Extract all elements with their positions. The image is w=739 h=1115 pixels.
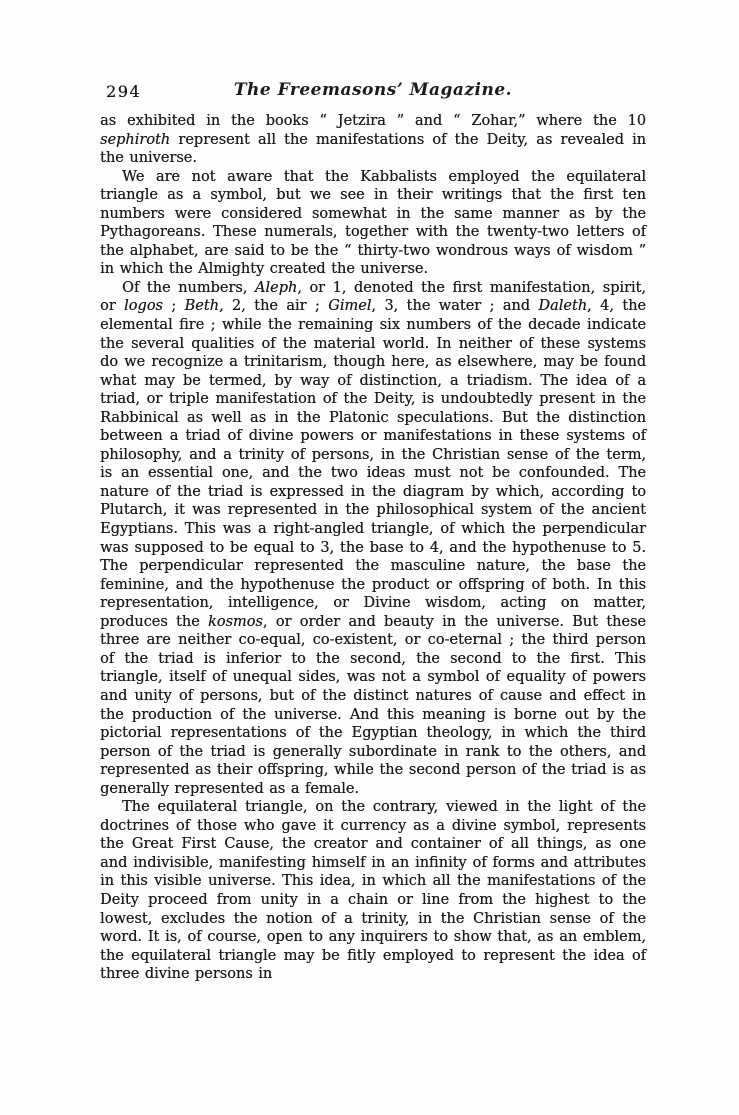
italic-text-segment: Beth — [184, 298, 219, 315]
text-segment: , 2, the air ; — [218, 298, 329, 315]
italic-text-segment: Gimel — [328, 298, 372, 315]
italic-text-segment: kosmos — [207, 613, 263, 630]
journal-title: The Freemasons’ Magazine. — [233, 80, 513, 100]
text-segment: , or order and beauty in the universe. But these three are neither co-equal, co-existent, or co-eternal ; the third person of the triad is inferior to the second, the second to the first. This triangle, itself of unequal sides, was not a symbol of equality of powers and unity of persons, but of the distinct natures of cause and effect in the production of the universe. And this meaning is borne out by the pictorial representations of the Egyptian theology, in which the third person of the triad is generally subordinate in rank to the others, and represented as their offspring, while the second person of the triad is as generally represented as a female. — [100, 613, 646, 797]
paragraph — [100, 168, 646, 279]
page-header — [100, 80, 646, 106]
italic-text-segment: Daleth — [538, 298, 588, 315]
text-segment: as exhibited in the books “ Jetzira ” and “ Zohar,” where the 10 — [100, 113, 646, 129]
paragraph — [100, 112, 646, 168]
text-segment: , or 1, denoted the first manifestation, spirit, or — [100, 279, 646, 315]
text-segment: We are not aware that the Kabbalists employed the equilateral triangle as a symbol, but we see in their writings that the first ten numbers were considered somewhat in the same manner as by the Pythagoreans. These numerals, together with the twenty-two letters of the alphabet, are said to be the “ thirty-two wondrous ways of wisdom ” in which the Almighty created the universe. — [100, 168, 646, 278]
text-segment: The equilateral triangle, on the contrary, viewed in the light of the doctrines of those who gave it currency as a divine symbol, represents the Great First Cause, the creator and container of all things, as one and indivisible, manifesting himself in an infinity of forms and attributes in this visible universe. This idea, in which all the manifestations of the Deity proceed from unity in a chain or line from the highest to the lowest, excludes the notion of a trinity, in the Christian sense of the word. It is, of course, open to any inquirers to show that, as an emblem, the equilateral triangle may be fitly employed to represent the idea of three divine persons in — [100, 799, 646, 983]
text-segment: , 4, the elemental fire ; while the remaining six numbers of the decade indicate the several qualities of the material world. In neither of these systems do we recognize a trinitarism, though here, as elsewhere, may be found what may be termed, by way of distinction, a triadism. The idea of a triad, or triple manifestation of the Deity, is undoubtedly present in the Rabbinical as well as in the Platonic speculations. But the distinction between a triad of divine powers or manifestations in these systems of philosophy, and a trinity of persons, in the Christian sense of the term, is an essential one, and the two ideas must not be confounded. The nature of the triad is expressed in the diagram by which, according to Plutarch, it was represented in the philosophical system of the ancient Egyptians. This was a right-angled triangle, of which the perpendicular was supposed to be equal to 3, the base to 4, and the hypothenuse to 5. The perpendicular represented the masculine nature, the base the feminine, and the hypothenuse the product or offspring of both. In this representation, intelligence, or Divine wisdom, acting on matter, produces the — [100, 298, 646, 630]
italic-text-segment: sephiroth — [100, 131, 171, 148]
text-segment: Of the numbers, — [122, 279, 255, 296]
italic-text-segment: Aleph — [254, 279, 298, 296]
paragraph — [100, 279, 646, 798]
italic-text-segment: logos — [124, 298, 163, 315]
text-segment: ; — [162, 298, 185, 315]
page-number: 294 — [106, 82, 142, 101]
page-body — [100, 112, 646, 984]
paragraph — [100, 798, 646, 983]
text-segment: represent all the manifestations of the Deity, as revealed in the universe. — [100, 131, 646, 167]
text-segment: , 3, the water ; and — [371, 298, 539, 315]
